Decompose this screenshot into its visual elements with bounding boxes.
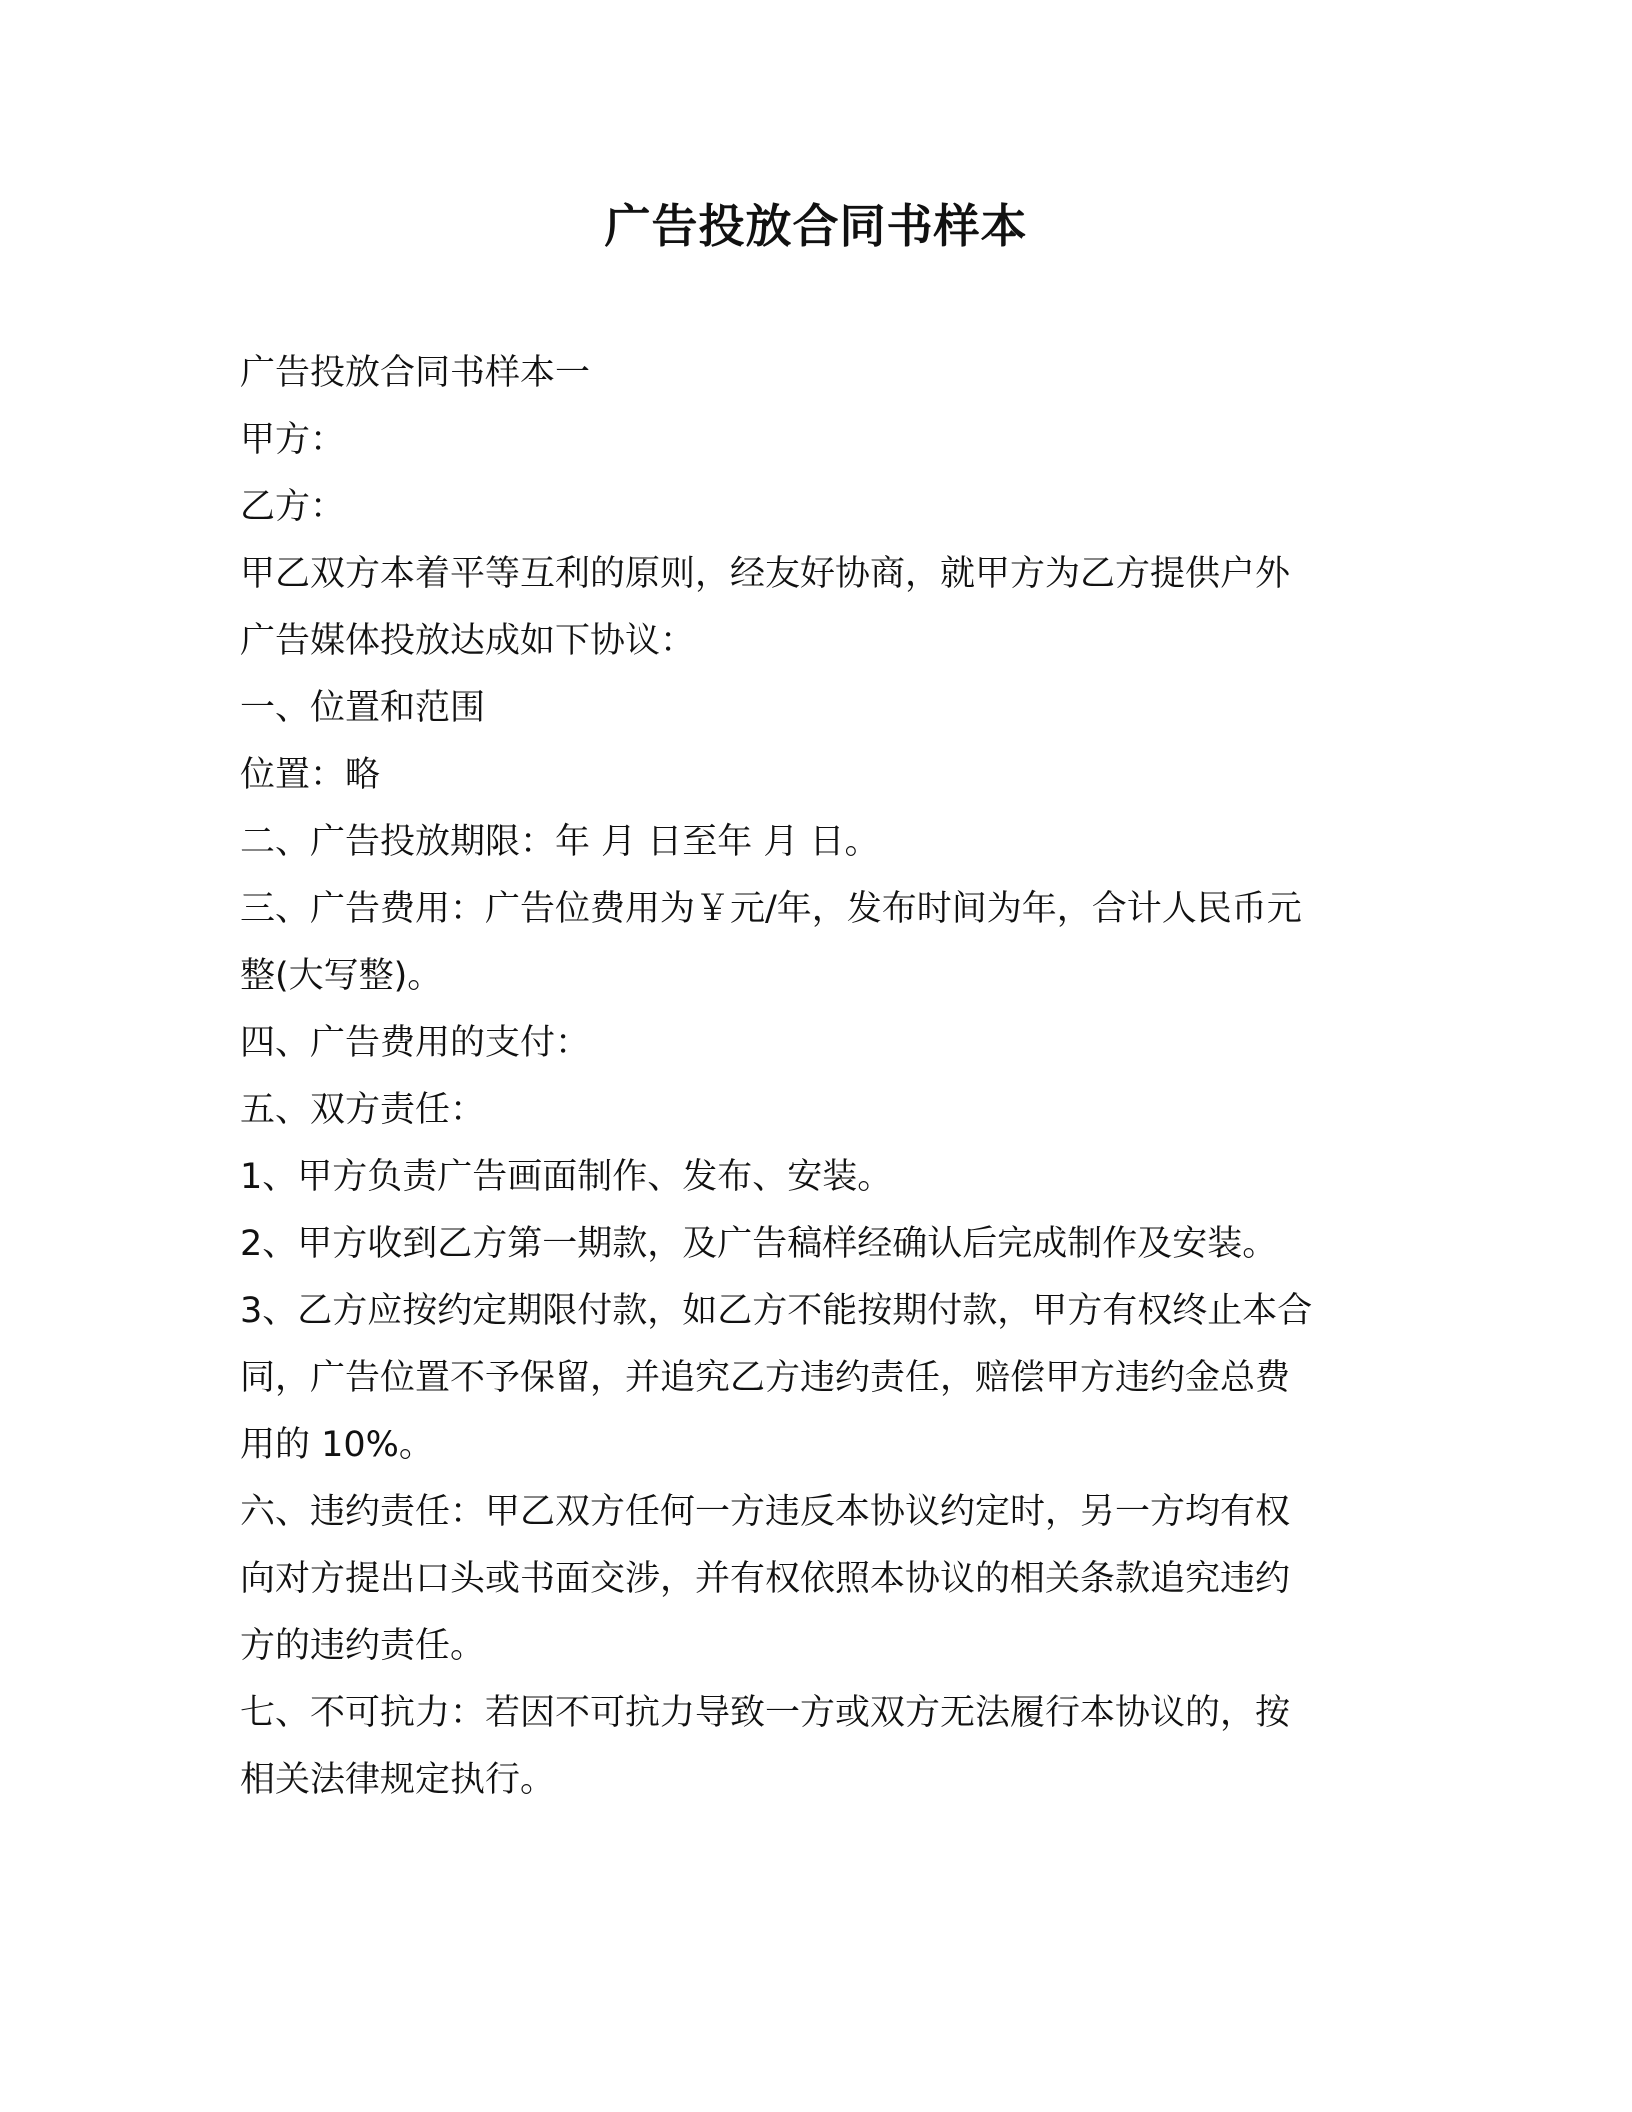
subtitle-line: 广告投放合同书样本一: [240, 353, 591, 393]
party-a-line: 甲方：: [240, 420, 346, 460]
section-3-line-2: 整(大写整)。: [240, 956, 443, 996]
preamble-line-2: 广告媒体投放达成如下协议：: [240, 621, 696, 661]
section-3-line-1: 三、广告费用：广告位费用为￥元/年，发布时间为年，合计人民币元: [240, 889, 1302, 929]
section-7-line-1: 七、不可抗力：若因不可抗力导致一方或双方无法履行本协议的，按: [240, 1693, 1291, 1733]
preamble-line-1: 甲乙双方本着平等互利的原则，经友好协商，就甲方为乙方提供户外: [240, 554, 1291, 594]
clause-1-line: 1、甲方负责广告画面制作、发布、安装。: [240, 1157, 893, 1197]
section-4-line: 四、广告费用的支付：: [240, 1023, 591, 1063]
section-6-line-2: 向对方提出口头或书面交涉，并有权依照本协议的相关条款追究违约: [240, 1559, 1291, 1599]
clause-3-line-3: 用的 10%。: [240, 1425, 434, 1465]
clause-3-line-1: 3、乙方应按约定期限付款，如乙方不能按期付款，甲方有权终止本合: [240, 1291, 1313, 1331]
section-6-line-3: 方的违约责任。: [240, 1626, 486, 1666]
section-1-heading: 一、位置和范围: [240, 688, 486, 728]
clause-3-line-2: 同，广告位置不予保留，并追究乙方违约责任，赔偿甲方违约金总费: [240, 1358, 1291, 1398]
document-title: 广告投放合同书样本: [604, 199, 1028, 253]
clause-2-line: 2、甲方收到乙方第一期款，及广告稿样经确认后完成制作及安装。: [240, 1224, 1278, 1264]
section-5-heading: 五、双方责任：: [240, 1090, 486, 1130]
section-6-line-1: 六、违约责任：甲乙双方任何一方违反本协议约定时，另一方均有权: [240, 1492, 1291, 1532]
section-2-line: 二、广告投放期限：年 月 日至年 月 日。: [240, 822, 880, 862]
location-line: 位置：略: [240, 755, 381, 795]
document-body: [240, 340, 1380, 1814]
party-b-line: 乙方：: [240, 487, 346, 527]
section-7-line-2: 相关法律规定执行。: [240, 1760, 556, 1800]
